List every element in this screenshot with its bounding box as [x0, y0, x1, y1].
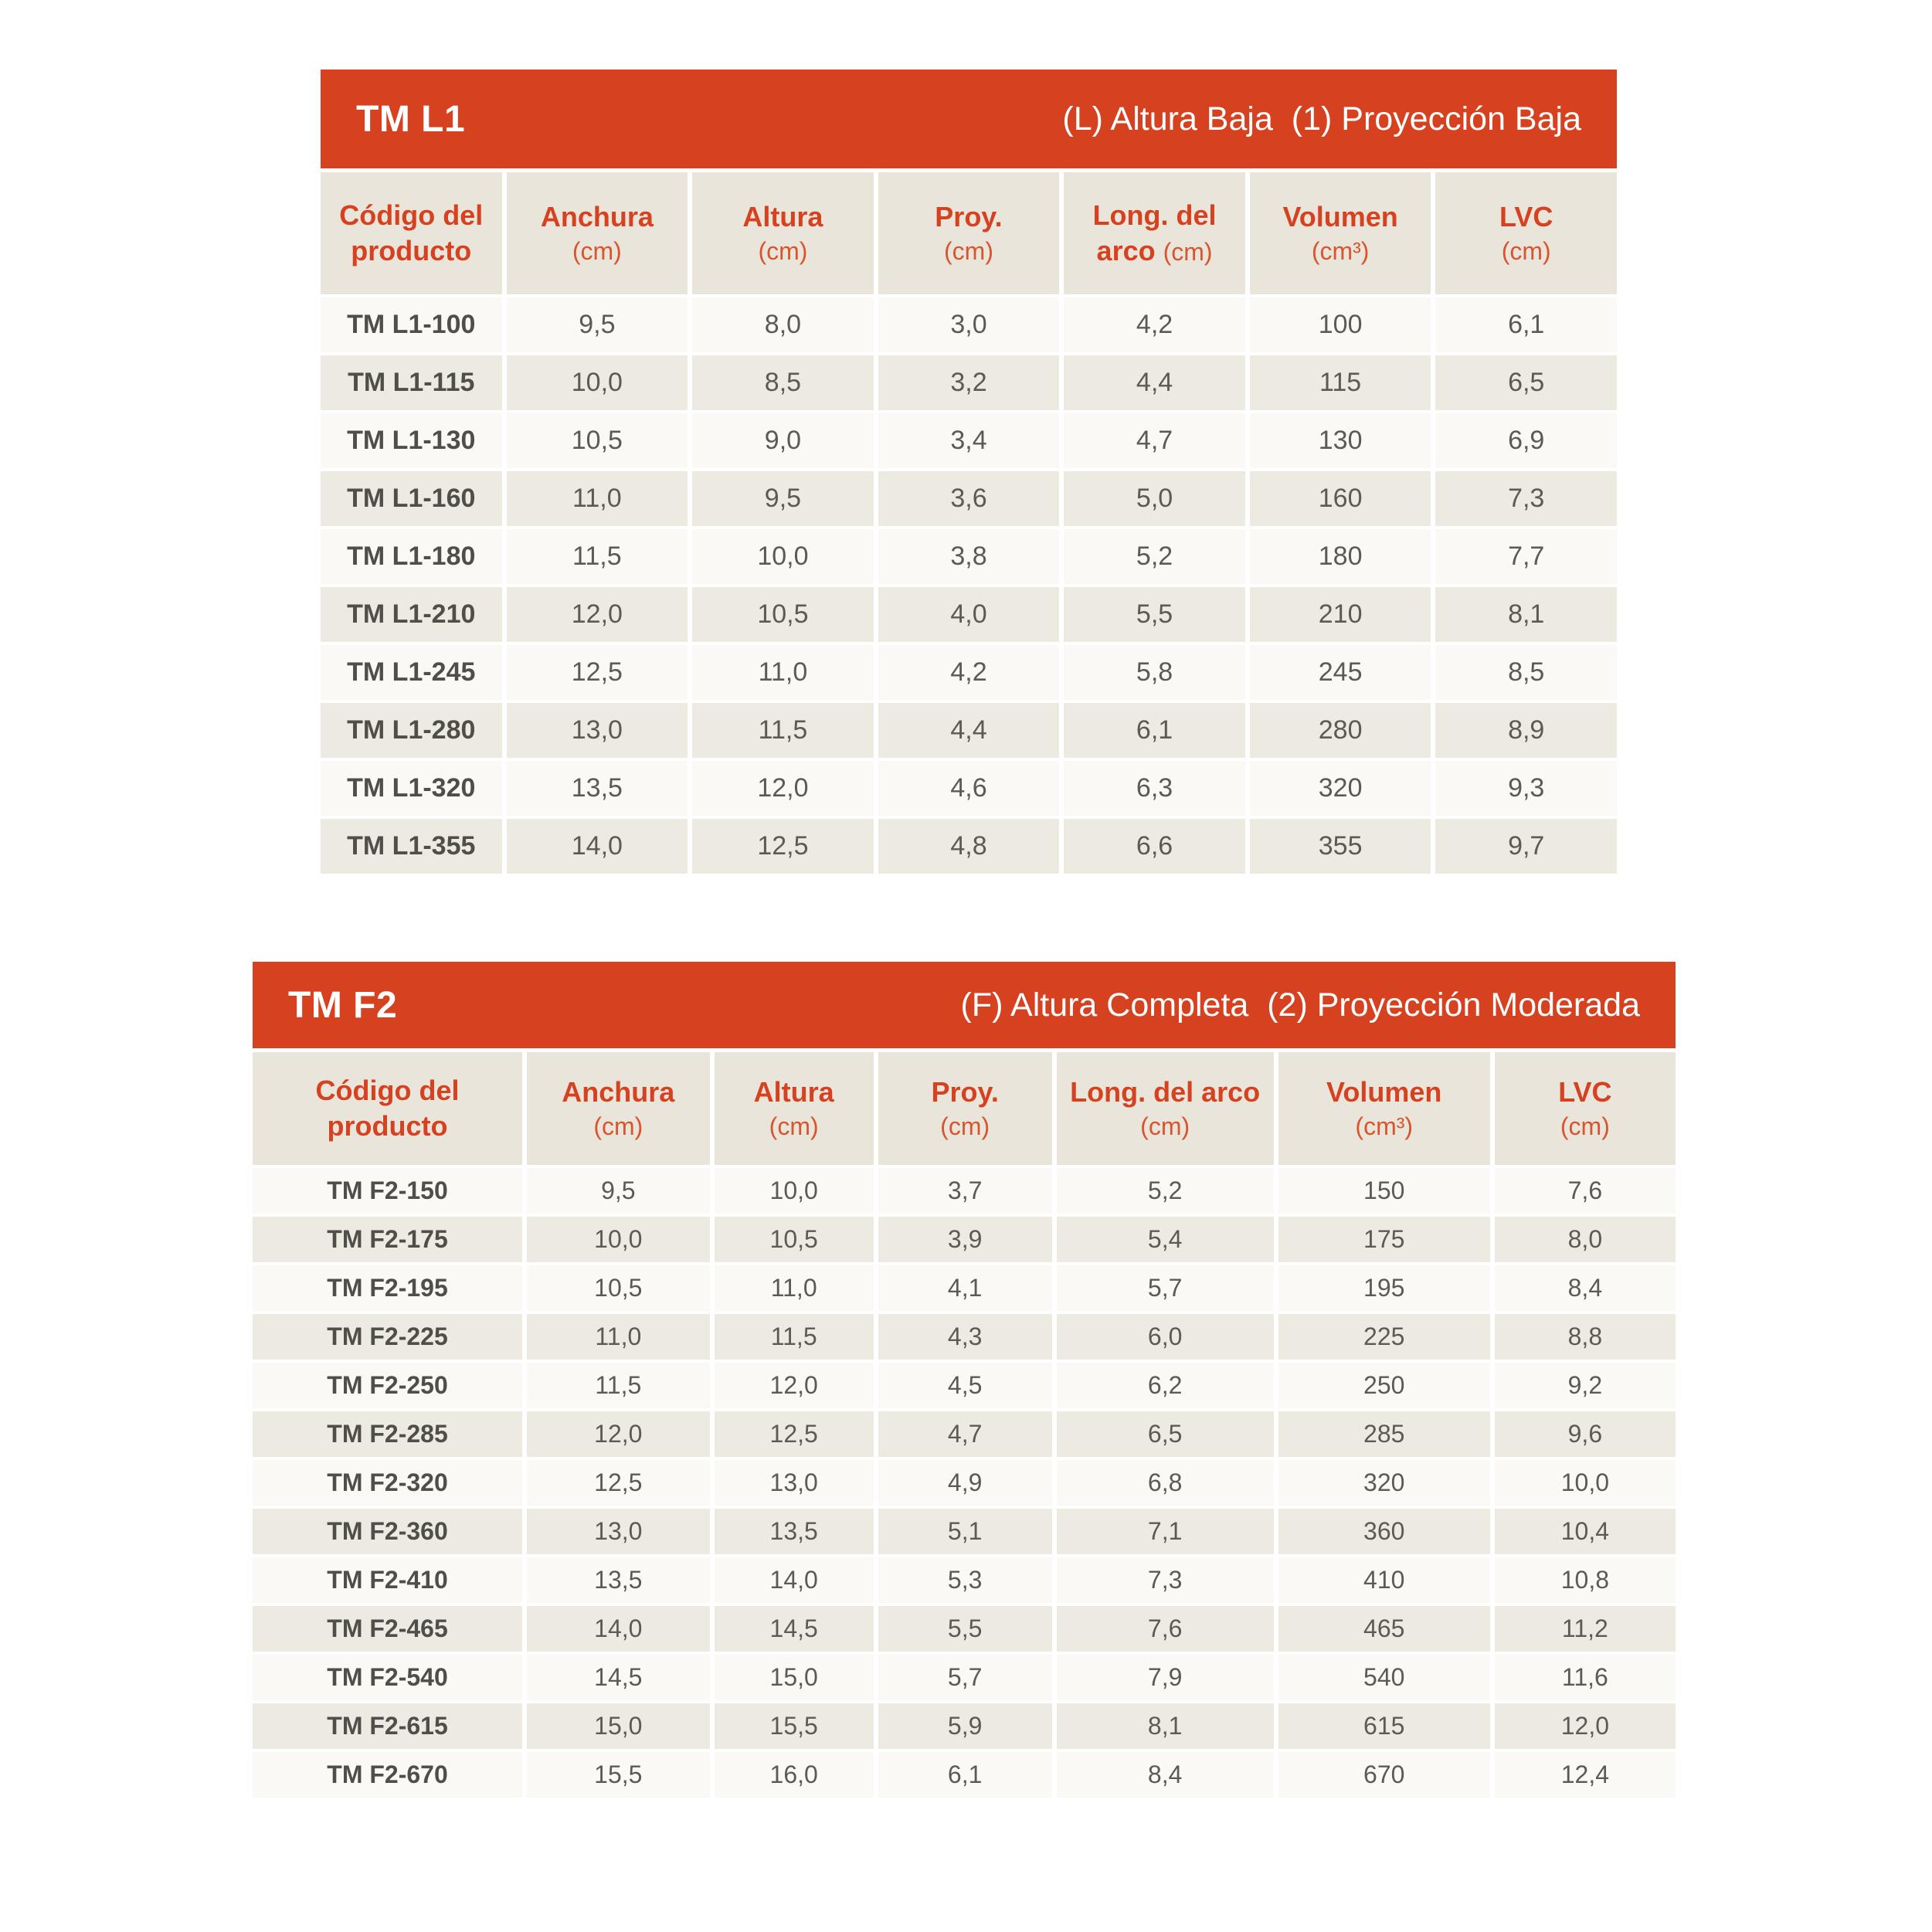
value-cell: 9,5 [527, 1168, 710, 1214]
value-cell: 12,5 [527, 1460, 710, 1506]
value-cell: 6,5 [1057, 1411, 1274, 1457]
value-cell: 245 [1250, 645, 1431, 700]
value-cell: 7,3 [1057, 1557, 1274, 1603]
tm-l1-table [321, 70, 1617, 877]
column-header-cell [1435, 172, 1617, 294]
value-cell: 5,5 [1064, 587, 1245, 642]
value-cell: 12,0 [692, 761, 874, 816]
value-cell: 8,8 [1495, 1314, 1676, 1360]
column-header-text: Anchura [562, 1076, 675, 1109]
value-cell: 3,4 [878, 413, 1060, 468]
column-header-cell [1064, 172, 1245, 294]
value-cell: 4,2 [1064, 297, 1245, 352]
value-cell: 6,1 [878, 1752, 1052, 1798]
column-header-text: Proy. [931, 1076, 999, 1109]
value-cell: 15,5 [527, 1752, 710, 1798]
value-cell: 13,0 [507, 703, 688, 758]
value-cell: 5,9 [878, 1703, 1052, 1749]
value-cell: 14,5 [527, 1655, 710, 1700]
column-header-cell [507, 172, 688, 294]
value-cell: 280 [1250, 703, 1431, 758]
value-cell: 7,7 [1435, 529, 1617, 584]
table-row [321, 355, 1617, 410]
column-header-text: (cm) [1501, 236, 1551, 265]
value-cell: 4,7 [878, 1411, 1052, 1457]
value-cell: 11,0 [692, 645, 874, 700]
table-subtitle: (L) Altura Baja (1) Proyección Baja [1062, 100, 1581, 138]
value-cell: 5,5 [878, 1606, 1052, 1652]
value-cell: 4,3 [878, 1314, 1052, 1360]
value-cell: 6,0 [1057, 1314, 1274, 1360]
value-cell: 10,5 [507, 413, 688, 468]
product-code-cell: TM L1-180 [321, 529, 502, 584]
value-cell: 5,0 [1064, 471, 1245, 526]
value-cell: 12,0 [1495, 1703, 1676, 1749]
product-code-cell: TM L1-115 [321, 355, 502, 410]
column-header-text: Long. del arco [1070, 1076, 1261, 1109]
table-row [321, 471, 1617, 526]
value-cell: 7,6 [1057, 1606, 1274, 1652]
value-cell: 465 [1278, 1606, 1490, 1652]
table-row [321, 529, 1617, 584]
value-cell: 9,2 [1495, 1363, 1676, 1408]
column-header-text: (cm³) [1311, 236, 1370, 265]
value-cell: 4,4 [878, 703, 1060, 758]
product-code-cell: TM F2-465 [253, 1606, 522, 1652]
column-header-text: LVC [1558, 1076, 1612, 1109]
value-cell: 4,0 [878, 587, 1060, 642]
value-cell: 15,0 [715, 1655, 874, 1700]
value-cell: 11,5 [507, 529, 688, 584]
column-header-cell [1278, 1052, 1490, 1165]
value-cell: 12,0 [715, 1363, 874, 1408]
column-header-text: LVC [1499, 201, 1553, 233]
value-cell: 5,4 [1057, 1217, 1274, 1262]
value-cell: 11,0 [527, 1314, 710, 1360]
value-cell: 250 [1278, 1363, 1490, 1408]
column-header-row [321, 172, 1617, 294]
value-cell: 12,5 [507, 645, 688, 700]
column-header-cell [321, 172, 502, 294]
table-row [321, 645, 1617, 700]
table-body [253, 1168, 1676, 1798]
value-cell: 8,0 [1495, 1217, 1676, 1262]
value-cell: 13,5 [715, 1509, 874, 1554]
value-cell: 3,9 [878, 1217, 1052, 1262]
value-cell: 320 [1278, 1460, 1490, 1506]
column-header-cell [692, 172, 874, 294]
product-code-cell: TM F2-285 [253, 1411, 522, 1457]
value-cell: 6,9 [1435, 413, 1617, 468]
value-cell: 15,0 [527, 1703, 710, 1749]
value-cell: 130 [1250, 413, 1431, 468]
table-row [321, 413, 1617, 468]
column-header-text: producto [327, 1110, 448, 1142]
value-cell: 10,5 [527, 1265, 710, 1311]
value-cell: 4,5 [878, 1363, 1052, 1408]
product-code-cell: TM F2-175 [253, 1217, 522, 1262]
column-header-text: Proy. [935, 201, 1003, 233]
value-cell: 11,5 [715, 1314, 874, 1360]
table-row [253, 1655, 1676, 1700]
product-code-cell: TM F2-320 [253, 1460, 522, 1506]
value-cell: 11,0 [507, 471, 688, 526]
value-cell: 320 [1250, 761, 1431, 816]
value-cell: 9,5 [507, 297, 688, 352]
table-row [321, 819, 1617, 874]
table-row [321, 703, 1617, 758]
product-code-cell: TM F2-670 [253, 1752, 522, 1798]
column-header-cell [253, 1052, 522, 1165]
value-cell: 10,0 [527, 1217, 710, 1262]
value-cell: 175 [1278, 1217, 1490, 1262]
table-row [321, 297, 1617, 352]
column-header-text: (cm) [572, 236, 622, 265]
value-cell: 5,7 [878, 1655, 1052, 1700]
value-cell: 10,5 [715, 1217, 874, 1262]
table-body [321, 297, 1617, 874]
value-cell: 6,3 [1064, 761, 1245, 816]
column-header-cell [715, 1052, 874, 1165]
value-cell: 615 [1278, 1703, 1490, 1749]
product-code-cell: TM F2-410 [253, 1557, 522, 1603]
value-cell: 7,9 [1057, 1655, 1274, 1700]
value-cell: 7,1 [1057, 1509, 1274, 1554]
table-row [253, 1314, 1676, 1360]
product-code-cell: TM F2-615 [253, 1703, 522, 1749]
column-header-cell [1495, 1052, 1676, 1165]
table-row [253, 1509, 1676, 1554]
product-code-cell: TM L1-100 [321, 297, 502, 352]
product-code-cell: TM F2-250 [253, 1363, 522, 1408]
value-cell: 13,5 [527, 1557, 710, 1603]
table-title: TM F2 [288, 984, 398, 1026]
table-row [253, 1606, 1676, 1652]
value-cell: 180 [1250, 529, 1431, 584]
table-row [253, 1265, 1676, 1311]
value-cell: 11,5 [692, 703, 874, 758]
value-cell: 4,7 [1064, 413, 1245, 468]
column-header-row [253, 1052, 1676, 1165]
value-cell: 8,4 [1495, 1265, 1676, 1311]
value-cell: 5,2 [1064, 529, 1245, 584]
column-header-cell [527, 1052, 710, 1165]
value-cell: 3,6 [878, 471, 1060, 526]
table-row [253, 1557, 1676, 1603]
product-code-cell: TM F2-150 [253, 1168, 522, 1214]
product-code-cell: TM F2-360 [253, 1509, 522, 1554]
value-cell: 8,1 [1057, 1703, 1274, 1749]
column-header-text: Altura [742, 201, 823, 233]
product-code-cell: TM L1-130 [321, 413, 502, 468]
value-cell: 4,2 [878, 645, 1060, 700]
product-code-cell: TM F2-225 [253, 1314, 522, 1360]
value-cell: 540 [1278, 1655, 1490, 1700]
value-cell: 11,2 [1495, 1606, 1676, 1652]
value-cell: 285 [1278, 1411, 1490, 1457]
column-header-text: (cm³) [1355, 1112, 1414, 1140]
value-cell: 150 [1278, 1168, 1490, 1214]
column-header-text: (cm) [940, 1112, 990, 1140]
value-cell: 9,3 [1435, 761, 1617, 816]
column-header-text: (cm) [1140, 1112, 1190, 1140]
value-cell: 195 [1278, 1265, 1490, 1311]
value-cell: 14,5 [715, 1606, 874, 1652]
value-cell: 10,0 [1495, 1460, 1676, 1506]
value-cell: 360 [1278, 1509, 1490, 1554]
value-cell: 8,5 [1435, 645, 1617, 700]
column-header-cell [1250, 172, 1431, 294]
table-subtitle: (F) Altura Completa (2) Proyección Moderada [960, 986, 1640, 1024]
column-header-text: (cm) [593, 1112, 643, 1140]
table-row [321, 587, 1617, 642]
column-header-text: (cm) [944, 236, 993, 265]
column-header-text: Anchura [540, 201, 654, 233]
column-header-text: producto [351, 235, 472, 267]
value-cell: 5,8 [1064, 645, 1245, 700]
value-cell: 11,6 [1495, 1655, 1676, 1700]
value-cell: 160 [1250, 471, 1431, 526]
value-cell: 100 [1250, 297, 1431, 352]
value-cell: 7,3 [1435, 471, 1617, 526]
value-cell: 115 [1250, 355, 1431, 410]
product-code-cell: TM L1-245 [321, 645, 502, 700]
column-header-text: arco (cm) [1096, 235, 1213, 267]
column-header-text: Código del [315, 1074, 460, 1106]
value-cell: 210 [1250, 587, 1431, 642]
value-cell: 9,5 [692, 471, 874, 526]
value-cell: 13,0 [527, 1509, 710, 1554]
product-code-cell: TM L1-210 [321, 587, 502, 642]
table-row [321, 761, 1617, 816]
value-cell: 14,0 [507, 819, 688, 874]
value-cell: 9,0 [692, 413, 874, 468]
column-header-text: (cm) [1560, 1112, 1610, 1140]
value-cell: 12,5 [692, 819, 874, 874]
value-cell: 14,0 [527, 1606, 710, 1652]
table-row [253, 1217, 1676, 1262]
column-header-cell [878, 1052, 1052, 1165]
value-cell: 5,7 [1057, 1265, 1274, 1311]
value-cell: 15,5 [715, 1703, 874, 1749]
product-code-cell: TM L1-280 [321, 703, 502, 758]
value-cell: 10,0 [715, 1168, 874, 1214]
column-header-text: Long. del [1092, 199, 1217, 231]
value-cell: 4,4 [1064, 355, 1245, 410]
value-cell: 11,5 [527, 1363, 710, 1408]
value-cell: 12,4 [1495, 1752, 1676, 1798]
value-cell: 13,5 [507, 761, 688, 816]
value-cell: 355 [1250, 819, 1431, 874]
value-cell: 6,8 [1057, 1460, 1274, 1506]
column-header-text: Volumen [1282, 201, 1398, 233]
value-cell: 3,7 [878, 1168, 1052, 1214]
column-header-text: (cm) [758, 236, 808, 265]
table-row [253, 1703, 1676, 1749]
value-cell: 16,0 [715, 1752, 874, 1798]
table-row [253, 1752, 1676, 1798]
value-cell: 3,8 [878, 529, 1060, 584]
table-title: TM L1 [356, 98, 466, 140]
value-cell: 4,9 [878, 1460, 1052, 1506]
value-cell: 12,5 [715, 1411, 874, 1457]
value-cell: 4,8 [878, 819, 1060, 874]
value-cell: 5,3 [878, 1557, 1052, 1603]
value-cell: 11,0 [715, 1265, 874, 1311]
value-cell: 9,6 [1495, 1411, 1676, 1457]
value-cell: 6,1 [1064, 703, 1245, 758]
value-cell: 10,0 [692, 529, 874, 584]
value-cell: 225 [1278, 1314, 1490, 1360]
table-row [253, 1460, 1676, 1506]
product-code-cell: TM L1-320 [321, 761, 502, 816]
table-row [253, 1168, 1676, 1214]
value-cell: 10,4 [1495, 1509, 1676, 1554]
value-cell: 10,0 [507, 355, 688, 410]
value-cell: 8,4 [1057, 1752, 1274, 1798]
column-header-cell [878, 172, 1060, 294]
tm-f2-table [253, 962, 1676, 1801]
value-cell: 3,2 [878, 355, 1060, 410]
value-cell: 13,0 [715, 1460, 874, 1506]
value-cell: 5,2 [1057, 1168, 1274, 1214]
table-row [253, 1363, 1676, 1408]
tm-f2-title-band [253, 962, 1676, 1048]
column-header-text: (cm) [769, 1112, 819, 1140]
table-row [253, 1411, 1676, 1457]
value-cell: 8,0 [692, 297, 874, 352]
column-header-text: Volumen [1326, 1076, 1442, 1109]
column-header-text: Código del [339, 199, 484, 231]
tm-l1-title-band [321, 70, 1617, 168]
value-cell: 3,0 [878, 297, 1060, 352]
product-code-cell: TM F2-195 [253, 1265, 522, 1311]
value-cell: 410 [1278, 1557, 1490, 1603]
value-cell: 6,5 [1435, 355, 1617, 410]
product-code-cell: TM L1-355 [321, 819, 502, 874]
value-cell: 12,0 [507, 587, 688, 642]
value-cell: 6,2 [1057, 1363, 1274, 1408]
value-cell: 8,9 [1435, 703, 1617, 758]
value-cell: 8,5 [692, 355, 874, 410]
value-cell: 10,5 [692, 587, 874, 642]
value-cell: 12,0 [527, 1411, 710, 1457]
product-code-cell: TM L1-160 [321, 471, 502, 526]
value-cell: 6,1 [1435, 297, 1617, 352]
value-cell: 9,7 [1435, 819, 1617, 874]
value-cell: 7,6 [1495, 1168, 1676, 1214]
product-code-cell: TM F2-540 [253, 1655, 522, 1700]
value-cell: 5,1 [878, 1509, 1052, 1554]
column-header-cell [1057, 1052, 1274, 1165]
value-cell: 14,0 [715, 1557, 874, 1603]
value-cell: 670 [1278, 1752, 1490, 1798]
value-cell: 4,1 [878, 1265, 1052, 1311]
value-cell: 8,1 [1435, 587, 1617, 642]
value-cell: 6,6 [1064, 819, 1245, 874]
column-header-text: Altura [753, 1076, 834, 1109]
value-cell: 10,8 [1495, 1557, 1676, 1603]
value-cell: 4,6 [878, 761, 1060, 816]
